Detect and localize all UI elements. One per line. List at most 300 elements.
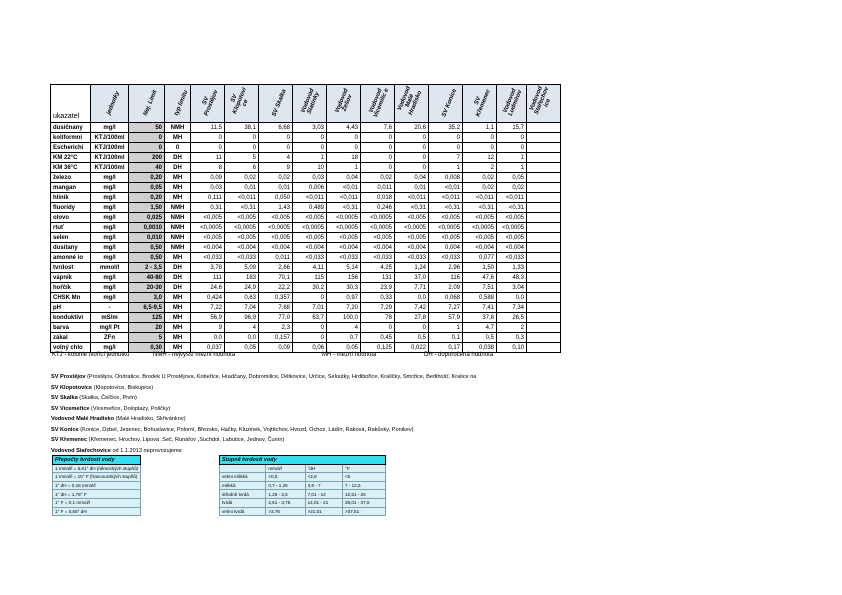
limit-cell: 2 - 3,5 (129, 263, 165, 273)
value-cell: 1,24 (395, 263, 429, 273)
limit-cell: 20 (129, 323, 165, 333)
value-cell: 6 (225, 163, 259, 173)
value-cell: 115 (293, 273, 327, 283)
header-row (51, 85, 561, 123)
conversion-row (53, 464, 141, 473)
note-towns: (Konice, Dzbel, Jesenec, Bohuslavice, Polomí, Březsko, Hačky, Kluzinek, Vojtěchov, Hvozd, Ochoz, Ládín, Raková, Rakůvky, Ponikev) (78, 426, 414, 433)
value-cell: 7 (429, 153, 463, 163)
hardness-cell: <5 (342, 473, 385, 482)
value-cell (527, 303, 561, 313)
value-cell: 0,01 (225, 183, 259, 193)
limit-type-cell: NMH (165, 243, 191, 253)
table-row (51, 333, 561, 343)
value-cell: 20,6 (395, 123, 429, 133)
limit-type-cell: DH (165, 273, 191, 283)
value-cell: <0,005 (497, 233, 527, 243)
value-cell: <0,0005 (259, 223, 293, 233)
value-cell: 0,10 (497, 343, 527, 353)
limit-type-cell: MH (165, 173, 191, 183)
value-cell: 1,43 (259, 203, 293, 213)
limit-type-cell: DH (165, 263, 191, 273)
column-header-label: typ limitu (173, 89, 189, 117)
limit-cell: 0,50 (129, 243, 165, 253)
note-towns: (Vicemeřice, Doloplazy, Poličky) (89, 405, 171, 412)
limit-cell: 0,010 (129, 233, 165, 243)
value-cell (527, 173, 561, 183)
value-cell: 27,8 (395, 313, 429, 323)
parameter-name: hořčík (51, 283, 91, 293)
value-cell: <0,004 (361, 243, 395, 253)
hardness-row (220, 507, 386, 516)
water-quality-table (50, 84, 561, 353)
note-supply-name: SV Prostějov (51, 374, 86, 380)
limit-type-cell: MH (165, 343, 191, 353)
column-header-label: SV Skalka (270, 88, 288, 118)
legend-mh: MH - mezní hodnota (322, 352, 377, 358)
value-cell: 0,357 (259, 293, 293, 303)
value-cell: 0 (293, 143, 327, 153)
hardness-cell: velmi tvrdá (220, 507, 266, 516)
value-cell: 0,489 (293, 203, 327, 213)
value-cell: <0,004 (395, 243, 429, 253)
table-row (51, 193, 561, 203)
parameter-name: volný chlo (51, 343, 91, 353)
value-cell: 70,1 (259, 273, 293, 283)
value-cell: <0,011 (327, 193, 361, 203)
value-cell (527, 203, 561, 213)
value-cell: 0,011 (259, 253, 293, 263)
column-header-label: SV Klopotovi ce (229, 86, 250, 115)
conversion-box (52, 455, 141, 516)
value-cell: 10 (293, 163, 327, 173)
value-cell (527, 243, 561, 253)
parameter-name: Escherichi (51, 143, 91, 153)
hardness-column-header: °dH (305, 464, 342, 473)
table-row (51, 263, 561, 273)
value-cell: 0,246 (361, 203, 395, 213)
value-cell: 0,5 (463, 333, 497, 343)
value-cell: 1 (497, 153, 527, 163)
value-cell: <0,0005 (361, 213, 395, 223)
parameter-name: selen (51, 233, 91, 243)
value-cell: 0,424 (191, 293, 225, 303)
value-cell: <0,033 (327, 253, 361, 263)
value-cell: 0 (293, 133, 327, 143)
value-cell: <0,004 (225, 243, 259, 253)
unit-cell: mS/m (91, 313, 129, 323)
value-cell: 0,038 (463, 343, 497, 353)
value-cell: 0 (429, 143, 463, 153)
hardness-cell: 3,9 - 7 (305, 481, 342, 490)
value-cell: 47,6 (463, 273, 497, 283)
value-cell: <0,005 (191, 233, 225, 243)
value-cell: 0 (259, 143, 293, 153)
limit-cell: 0 (129, 133, 165, 143)
note-supply-name: SV Konice (51, 426, 79, 433)
value-cell: 0,17 (429, 343, 463, 353)
limit-type-cell: NMH (165, 203, 191, 213)
note-supply-name: SV Klopotovice (51, 384, 93, 391)
conversion-cell: 1 mmol/l = 5,61° dH (německých stupňů) (53, 464, 141, 473)
value-cell (527, 263, 561, 273)
value-cell: 3,04 (497, 283, 527, 293)
value-cell (527, 283, 561, 293)
value-cell (527, 333, 561, 343)
value-cell: 0 (361, 153, 395, 163)
value-cell: 7,51 (463, 283, 497, 293)
hardness-cell: 0,7 - 1,25 (266, 481, 305, 490)
value-cell: <0,01 (327, 183, 361, 193)
limit-type-cell: NMH (165, 213, 191, 223)
table-row (51, 163, 561, 173)
value-cell: 0,022 (395, 343, 429, 353)
note-supply-name: SV Vicemeřice (51, 405, 90, 412)
value-cell: 7,01 (293, 303, 327, 313)
note-supply-name: SV Skalka (51, 395, 78, 401)
hardness-cell: 7,01 - 14 (305, 490, 342, 499)
value-cell: 9 (191, 323, 225, 333)
value-cell: <0,011 (225, 193, 259, 203)
unit-cell: mmol/l (91, 263, 129, 273)
value-cell: 4,7 (463, 323, 497, 333)
legend-dh: DH - doporučená hodnota (424, 352, 494, 358)
value-cell: 1,50 (463, 263, 497, 273)
value-cell: 0,008 (429, 173, 463, 183)
value-cell: 1 (327, 163, 361, 173)
note-towns: (Skalka, Čelčice, Pivín) (77, 395, 137, 401)
value-cell (527, 133, 561, 143)
value-cell: 0,02 (497, 183, 527, 193)
hardness-cell: >21,01 (305, 507, 342, 516)
unit-cell: KTJ/100ml (91, 133, 129, 143)
parameter-name: dusičnany (51, 123, 91, 133)
value-cell: 0,09 (191, 173, 225, 183)
value-cell: 0,45 (361, 333, 395, 343)
note-line (51, 404, 476, 415)
value-cell: 2,09 (429, 283, 463, 293)
column-header (293, 85, 327, 123)
value-cell: 0 (191, 133, 225, 143)
table-row (51, 183, 561, 193)
value-cell: 7,04 (225, 303, 259, 313)
value-cell: 0,011 (361, 183, 395, 193)
unit-cell: mg/l (91, 343, 129, 353)
limit-cell: 0,0010 (129, 223, 165, 233)
hardness-cell: 1,26 - 2,5 (266, 490, 305, 499)
legend-nmh: NMH - nejvyšší mezní hodnota (153, 352, 236, 358)
value-cell: 0,33 (361, 293, 395, 303)
column-header-label: SV Křemenec (473, 88, 492, 118)
column-header (259, 85, 293, 123)
value-cell: <0,005 (429, 233, 463, 243)
table-header (51, 85, 561, 123)
hardness-cell: <2,8 (305, 473, 342, 482)
limit-cell: 40 (129, 163, 165, 173)
value-cell: <0,005 (327, 233, 361, 243)
hardness-cell: 7 - 12,5 (342, 481, 385, 490)
value-cell: 0 (293, 293, 327, 303)
column-header-label: Nej. Limit (142, 89, 158, 117)
parameter-name: mangan (51, 183, 91, 193)
value-cell: 35,2 (429, 123, 463, 133)
value-cell: 7,22 (191, 303, 225, 313)
value-cell: 77,0 (259, 313, 293, 323)
value-cell: 0,63 (225, 293, 259, 303)
column-header-label: Vodovod Stařechov ice (528, 85, 552, 116)
limit-type-cell: MH (165, 293, 191, 303)
value-cell: 116 (429, 273, 463, 283)
hardness-row (220, 498, 386, 507)
hardness-column-header (220, 464, 266, 473)
value-cell: 0 (361, 143, 395, 153)
note-towns: (Klopotovice, Biskupice) (92, 384, 154, 391)
value-cell: 1 (293, 153, 327, 163)
value-cell: 0,125 (361, 343, 395, 353)
value-cell: 111 (191, 273, 225, 283)
value-cell: 0,02 (225, 173, 259, 183)
table-row (51, 223, 561, 233)
parameter-name: tvrdost (51, 263, 91, 273)
value-cell (527, 273, 561, 283)
value-cell: 4 (259, 153, 293, 163)
value-cell: 0,04 (327, 173, 361, 183)
limit-cell: 50 (129, 123, 165, 133)
parameter-name: amonné io (51, 253, 91, 263)
value-cell: 4,25 (361, 263, 395, 273)
value-cell: 18 (327, 153, 361, 163)
unit-cell: mg/l (91, 293, 129, 303)
value-cell: 7,27 (429, 303, 463, 313)
value-cell: 0 (327, 143, 361, 153)
value-cell: 0 (395, 153, 429, 163)
value-cell: 1 (429, 163, 463, 173)
value-cell: 38,1 (225, 123, 259, 133)
table-row (51, 283, 561, 293)
value-cell: 0,050 (259, 193, 293, 203)
value-cell: 0,05 (497, 173, 527, 183)
table-row (51, 143, 561, 153)
limit-cell: 5 (129, 333, 165, 343)
note-towns: (Prostějov, Ondratice, Brodek U Prostějova, Kobeřice, Hradčany, Dobromilice, Dětkovice, Určice, Seloutky, Hrdibořice, Kraličky, Smržice, Bedihošť, Kralice na (85, 374, 477, 380)
note-line (51, 393, 476, 404)
value-cell: 12 (463, 153, 497, 163)
unit-cell: mg/l (91, 183, 129, 193)
note-line (51, 435, 476, 446)
parameter-name: hliník (51, 193, 91, 203)
value-cell: 2,66 (259, 263, 293, 273)
value-cell: <0,033 (361, 253, 395, 263)
value-cell: 4 (327, 323, 361, 333)
value-cell (527, 183, 561, 193)
corner-label: ukazatel (51, 85, 91, 123)
table-row (51, 213, 561, 223)
limit-type-cell: DH (165, 163, 191, 173)
hardness-row (220, 481, 386, 490)
unit-cell: mg/l (91, 283, 129, 293)
value-cell: 7,41 (463, 303, 497, 313)
limit-cell: 200 (129, 153, 165, 163)
value-cell: 0,02 (463, 183, 497, 193)
table-row (51, 123, 561, 133)
unit-cell: mg/l Pt (91, 323, 129, 333)
value-cell: 5,14 (327, 263, 361, 273)
value-cell: 0 (225, 143, 259, 153)
limit-type-cell: NMH (165, 223, 191, 233)
value-cell: 0,01 (395, 183, 429, 193)
value-cell: 0 (293, 323, 327, 333)
value-cell: 0,3 (497, 333, 527, 343)
value-cell: 37,0 (395, 273, 429, 283)
value-cell: <0,005 (497, 213, 527, 223)
note-supply-name: Vodovod Stařechovice (51, 447, 111, 454)
limit-cell: 0,30 (129, 343, 165, 353)
table-row (51, 173, 561, 183)
value-cell: <0,0005 (395, 223, 429, 233)
value-cell: 0,7 (327, 333, 361, 343)
value-cell: 0 (191, 143, 225, 153)
limit-type-cell: MH (165, 193, 191, 203)
value-cell: 3,03 (293, 123, 327, 133)
value-cell: 1 (429, 323, 463, 333)
value-cell: 7,68 (259, 303, 293, 313)
value-cell: 0 (497, 133, 527, 143)
column-header-label: SV Konice (440, 88, 458, 119)
parameter-name: pH (51, 303, 91, 313)
parameter-name: železo (51, 173, 91, 183)
table-row (51, 343, 561, 353)
value-cell: 0 (259, 133, 293, 143)
value-cell: 0,01 (259, 183, 293, 193)
value-cell: <0,004 (327, 243, 361, 253)
value-cell: <0,0005 (327, 223, 361, 233)
column-header (327, 85, 361, 123)
value-cell: 0 (361, 323, 395, 333)
value-cell: 22,2 (259, 283, 293, 293)
value-cell: 0,03 (191, 183, 225, 193)
value-cell: 96,9 (225, 313, 259, 323)
unit-cell: mg/l (91, 203, 129, 213)
value-cell (527, 343, 561, 353)
value-cell: <0,005 (429, 213, 463, 223)
column-header-label: Vodovod Slatinky (299, 87, 321, 115)
value-cell: 0,037 (191, 343, 225, 353)
value-cell (527, 233, 561, 243)
value-cell: 0 (395, 133, 429, 143)
conversion-cell: 1° F = 0,1 mmol/l (53, 498, 141, 507)
value-cell: 1,33 (497, 263, 527, 273)
value-cell: 0 (395, 163, 429, 173)
value-cell (527, 163, 561, 173)
unit-cell: mg/l (91, 193, 129, 203)
parameter-name: dusitany (51, 243, 91, 253)
hardness-box (219, 455, 386, 516)
table-row (51, 313, 561, 323)
note-supply-name: SV Křemenec (51, 437, 88, 443)
value-cell: 0,0 (395, 293, 429, 303)
column-header (191, 85, 225, 123)
value-cell: <0,31 (395, 203, 429, 213)
note-towns: od 1.1.2013 neprovozujeme (110, 447, 182, 454)
limit-cell: 20-30 (129, 283, 165, 293)
column-header (463, 85, 497, 123)
value-cell: 0,111 (191, 193, 225, 203)
value-cell: 100,0 (327, 313, 361, 323)
unit-cell: mg/l (91, 173, 129, 183)
value-cell: 7,20 (327, 303, 361, 313)
value-cell (527, 223, 561, 233)
value-cell: 0 (293, 333, 327, 343)
value-cell: <0,005 (293, 213, 327, 223)
value-cell: <0,31 (429, 203, 463, 213)
parameter-name: konduktivi (51, 313, 91, 323)
limit-type-cell: MH (165, 253, 191, 263)
value-cell: <0,011 (429, 193, 463, 203)
hardness-title-row (220, 456, 386, 465)
parameter-name: koliformní (51, 133, 91, 143)
hardness-cell: 2,51 - 3,75 (266, 498, 305, 507)
conversion-cell: 1° dH = 1,78° F (53, 490, 141, 499)
value-cell: 24,9 (225, 283, 259, 293)
value-cell: <0,033 (395, 253, 429, 263)
column-header (91, 85, 129, 123)
value-cell: 156 (327, 273, 361, 283)
limit-type-cell: DH (165, 153, 191, 163)
unit-cell: KTJ/100ml (91, 153, 129, 163)
limit-cell: 125 (129, 313, 165, 323)
parameter-name: zákal (51, 333, 91, 343)
value-cell: 0,02 (361, 173, 395, 183)
value-cell: <0,0005 (429, 223, 463, 233)
column-header-label: Vodovod Ludmírov (501, 87, 523, 117)
table-row (51, 153, 561, 163)
hardness-cell: tvrdá (220, 498, 266, 507)
hardness-cell: <0,5 (266, 473, 305, 482)
value-cell: <0,0005 (327, 213, 361, 223)
unit-cell: mg/l (91, 123, 129, 133)
hardness-row (220, 490, 386, 499)
value-cell: <0,011 (463, 193, 497, 203)
parameter-name: vápník (51, 273, 91, 283)
unit-cell: ZFn (91, 333, 129, 343)
value-cell: 0 (361, 133, 395, 143)
parameter-name: fluoridy (51, 203, 91, 213)
hardness-row (220, 473, 386, 482)
hardness-title: Stupně tvrdosti vody (220, 456, 386, 465)
column-header (129, 85, 165, 123)
value-cell: 2 (463, 163, 497, 173)
unit-cell: mg/l (91, 273, 129, 283)
limit-type-cell: MH (165, 183, 191, 193)
hardness-cell: velmi měkká (220, 473, 266, 482)
note-supply-name: Vodovod Malé Hradisko (51, 416, 114, 422)
value-cell: 0,018 (361, 193, 395, 203)
conversion-row (53, 507, 141, 516)
value-cell: <0,005 (463, 233, 497, 243)
value-cell: <0,31 (225, 203, 259, 213)
hardness-cell: 14,01 - 21 (305, 498, 342, 507)
conversion-row (53, 498, 141, 507)
value-cell: <0,005 (191, 213, 225, 223)
value-cell: 4,43 (327, 123, 361, 133)
value-cell: 0,0 (225, 333, 259, 343)
limit-type-cell: 0 (165, 143, 191, 153)
limit-cell: 6,5-9,5 (129, 303, 165, 313)
value-cell: <0,033 (429, 253, 463, 263)
legend-ktj: KTJ - kolonie tvořící jednotku (52, 352, 130, 358)
limit-cell: 3,0 (129, 293, 165, 303)
value-cell: 1 (497, 163, 527, 173)
limit-cell: 40-80 (129, 273, 165, 283)
